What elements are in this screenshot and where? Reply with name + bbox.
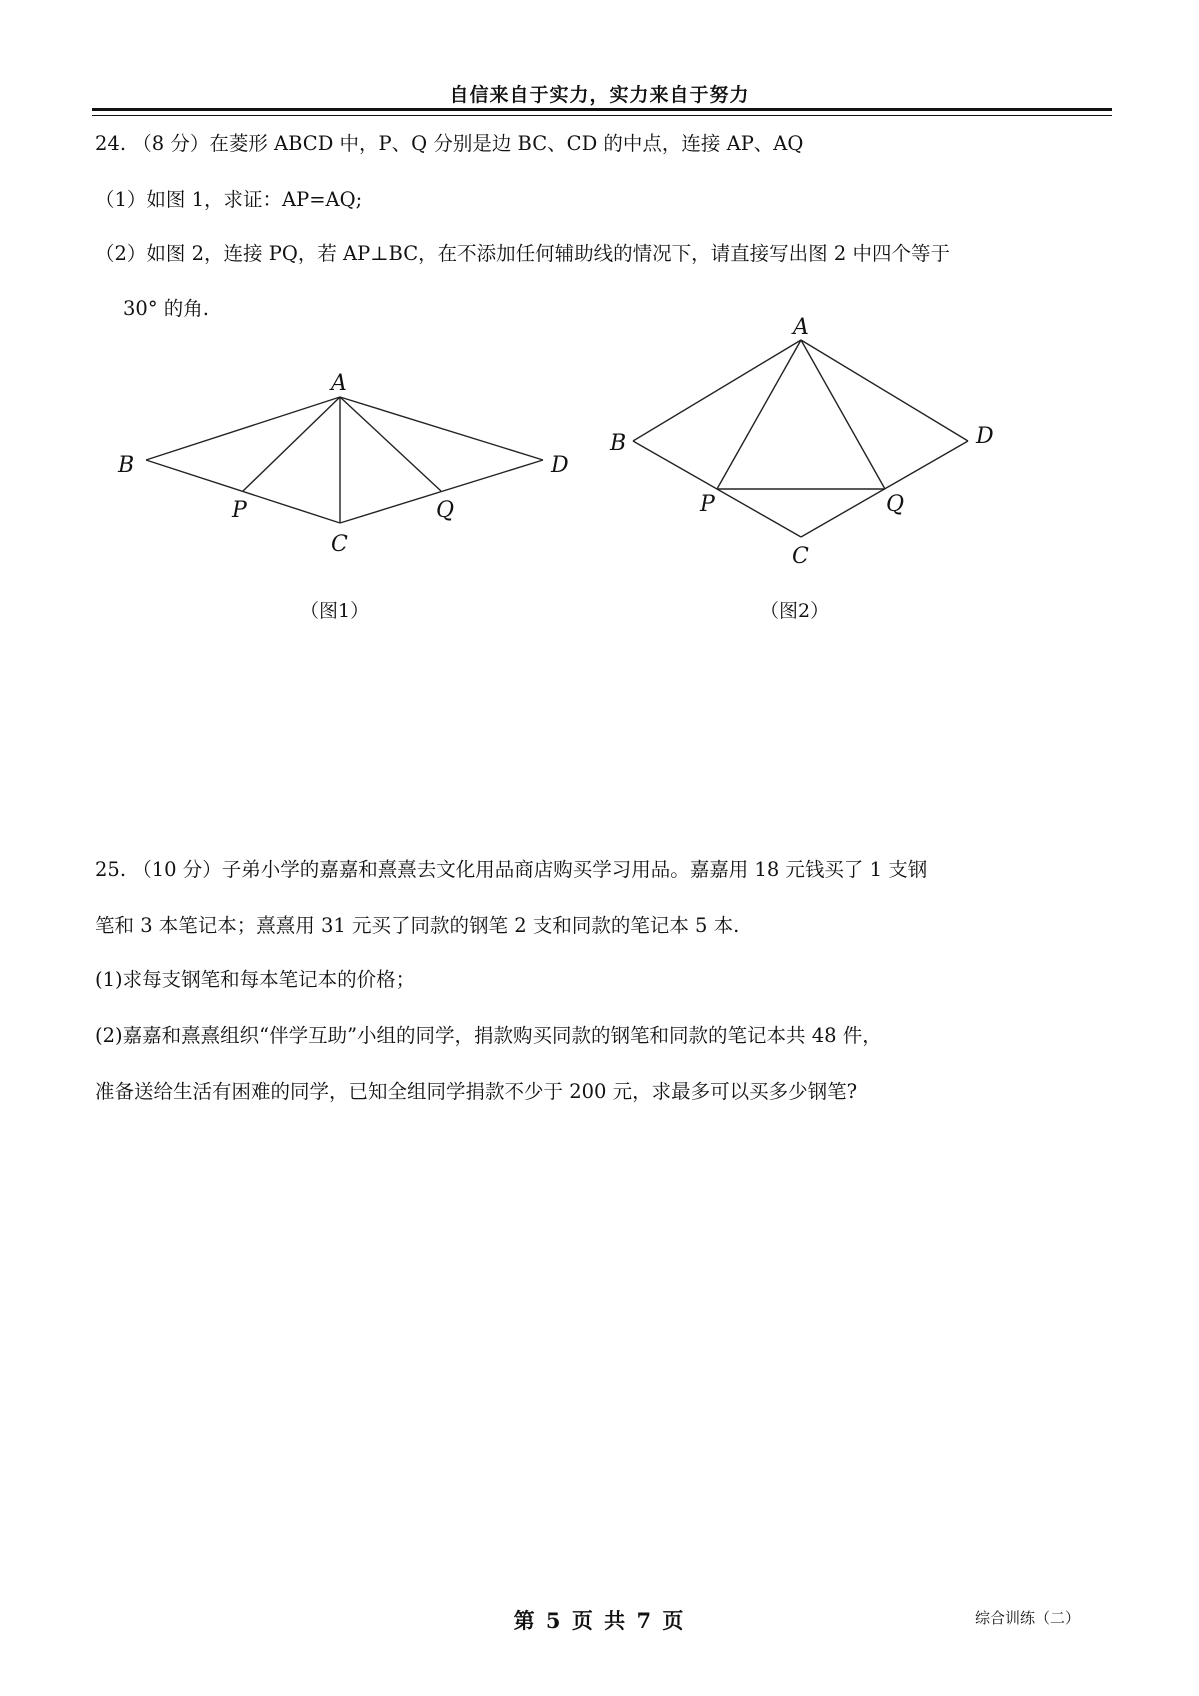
fig1-edge-ab xyxy=(146,397,340,460)
figure-1-rhombus xyxy=(0,0,1199,600)
q24-statement: 24. （8 分）在菱形 ABCD 中，P、Q 分别是边 BC、CD 的中点，连接 AP、AQ xyxy=(95,132,804,155)
q25-part2-line2: 准备送给生活有困难的同学，已知全组同学捐款不少于 200 元，求最多可以买多少钢笔? xyxy=(95,1080,858,1103)
fig2-label-q: Q xyxy=(886,492,905,517)
fig2-label-c: C xyxy=(792,544,809,569)
figure-1-caption: （图1） xyxy=(300,600,370,622)
q25-part1: (1)求每支钢笔和每本笔记本的价格； xyxy=(95,968,416,991)
fig2-segment-aq xyxy=(801,340,885,489)
fig1-label-c: C xyxy=(331,532,348,557)
fig1-segment-ap xyxy=(243,397,340,491)
q25-part2-line1: (2)嘉嘉和熹熹组织“伴学互助”小组的同学，捐款购买同款的钢笔和同款的笔记本共 48 件， xyxy=(95,1024,882,1047)
fig1-label-q: Q xyxy=(436,498,455,523)
fig2-label-d: D xyxy=(976,424,994,449)
footer-note: 综合训练（二） xyxy=(975,1609,1081,1627)
fig2-segment-ap xyxy=(717,340,801,489)
fig1-edge-ad xyxy=(340,397,543,460)
header-motto: 自信来自于实力，实力来自于努力 xyxy=(449,84,750,106)
fig1-label-b: B xyxy=(118,453,135,478)
figure-2-caption: （图2） xyxy=(760,600,830,622)
fig2-edge-ad xyxy=(801,340,968,441)
fig1-label-p: P xyxy=(232,498,247,523)
fig1-label-d: D xyxy=(551,453,569,478)
fig1-label-a: A xyxy=(331,371,347,396)
fig1-segment-aq xyxy=(340,397,441,491)
fig2-label-a: A xyxy=(793,315,809,340)
footer-page-number: 第 5 页 共 7 页 xyxy=(513,1608,686,1633)
q24-part2-line2: 30° 的角. xyxy=(123,297,209,320)
q24-part2-line1: （2）如图 2，连接 PQ，若 AP⊥BC，在不添加任何辅助线的情况下，请直接写出图 2 中四个等于 xyxy=(95,242,950,265)
fig2-label-p: P xyxy=(700,492,715,517)
q24-part1: （1）如图 1，求证：AP=AQ; xyxy=(95,188,363,211)
q25-statement-line2: 笔和 3 本笔记本；熹熹用 31 元买了同款的钢笔 2 支和同款的笔记本 5 本. xyxy=(95,914,740,937)
fig2-label-b: B xyxy=(610,431,627,456)
q25-statement-line1: 25. （10 分）子弟小学的嘉嘉和熹熹去文化用品商店购买学习用品。嘉嘉用 18 元钱买了 1 支钢 xyxy=(95,858,928,881)
fig2-edge-ab xyxy=(633,340,801,441)
